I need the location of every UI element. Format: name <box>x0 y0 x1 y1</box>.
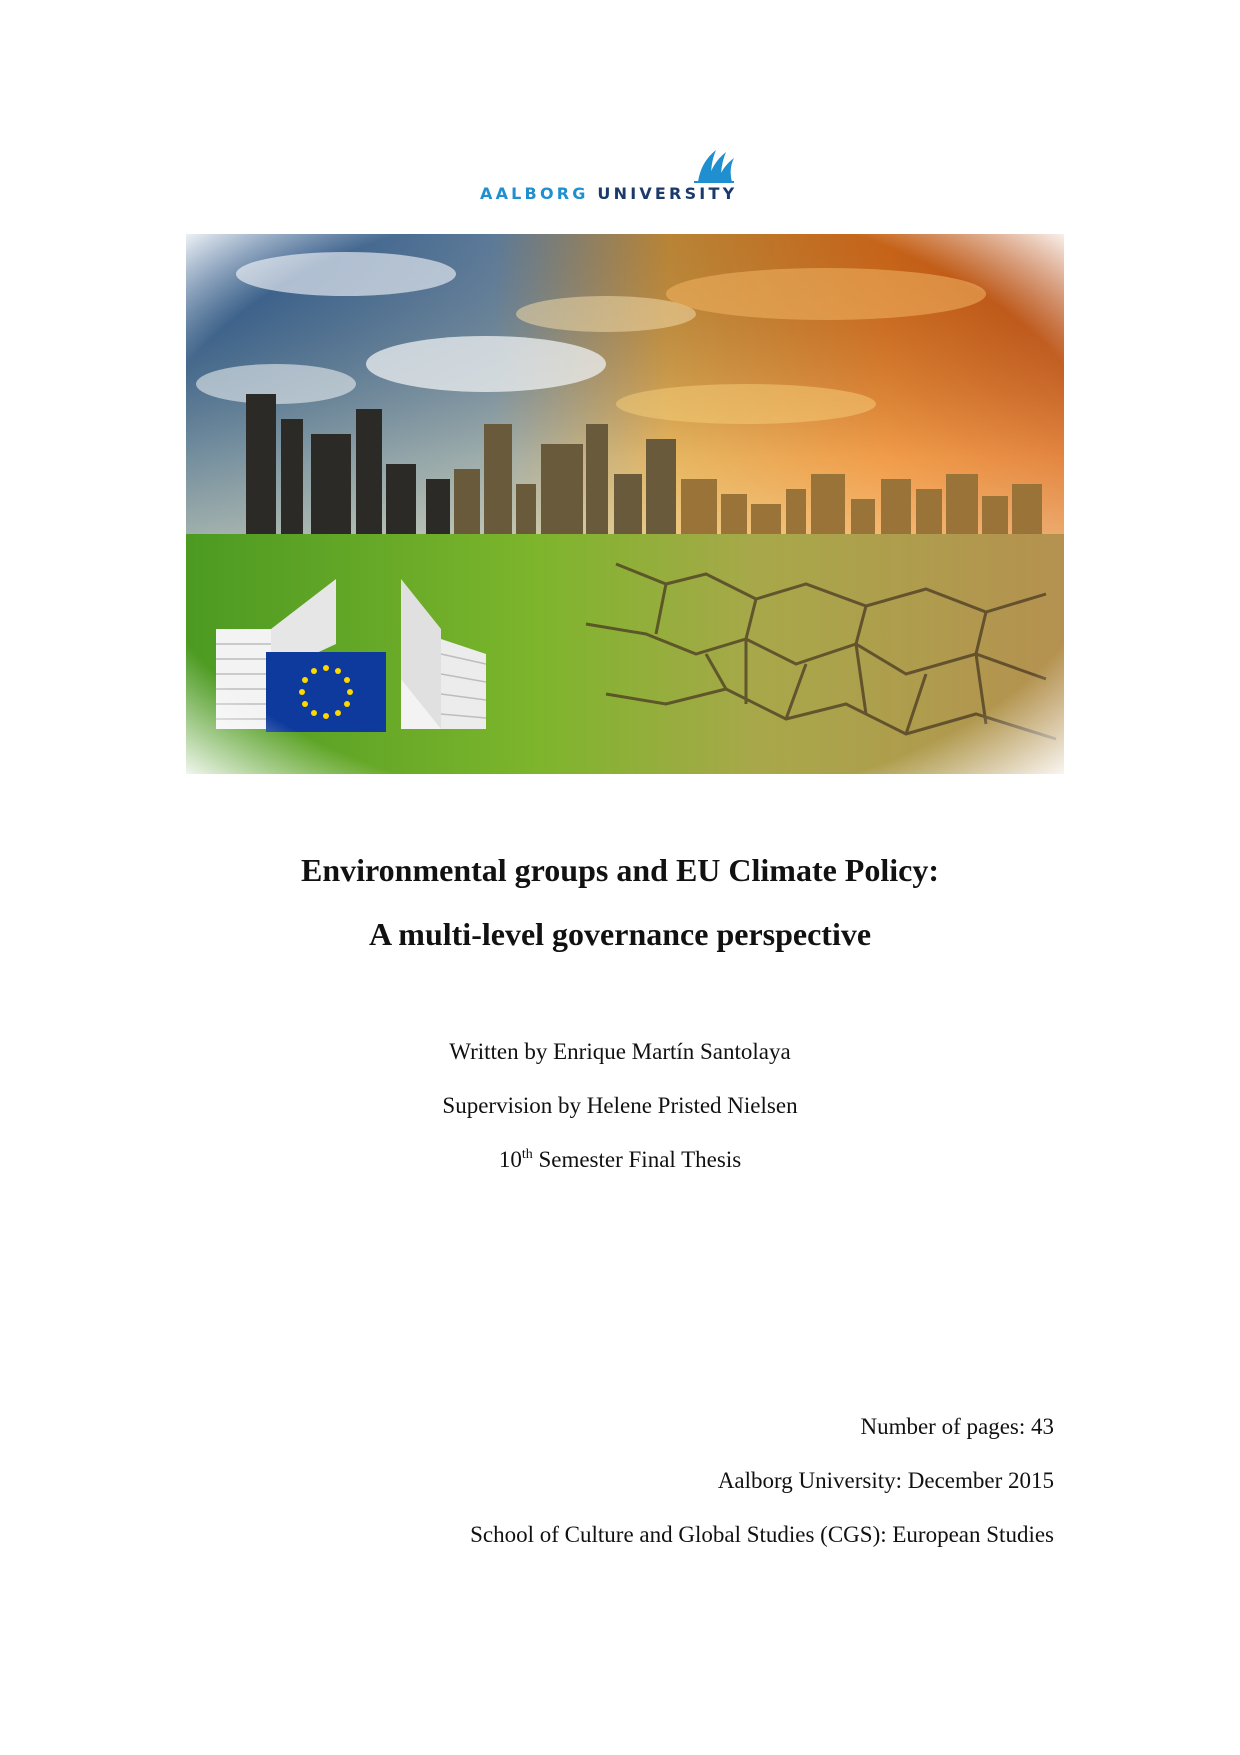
page-count: Number of pages: 43 <box>860 1414 1054 1439</box>
university-name-word1: AALBORG <box>480 184 589 203</box>
semester-suffix: th <box>521 1147 533 1162</box>
city-skyline-green-meadow-cracked-earth-icon <box>186 234 1064 774</box>
author-line: Written by Enrique Martín Santolaya <box>449 1039 791 1064</box>
university-name <box>480 184 737 203</box>
university-name-word2: UNIVERSITY <box>597 184 738 203</box>
thesis-subtitle: A multi-level governance perspective <box>368 916 872 952</box>
submission-date: Aalborg University: December 2015 <box>717 1468 1054 1493</box>
semester-text: Semester Final Thesis <box>532 1147 742 1172</box>
school-name: School of Culture and Global Studies (CGS): European Studies <box>470 1522 1054 1547</box>
university-logo <box>470 140 770 210</box>
supervisor-line: Supervision by Helene Pristed Nielsen <box>442 1093 798 1118</box>
credits-block <box>0 1037 1240 1199</box>
semester-number: 10 <box>498 1147 522 1172</box>
semester-line <box>0 1145 1240 1199</box>
aalborg-university-mark-icon <box>692 146 736 184</box>
thesis-title: Environmental groups and EU Climate Policy: <box>301 852 939 888</box>
cover-image <box>186 234 1064 774</box>
meta-block <box>470 1412 1054 1574</box>
